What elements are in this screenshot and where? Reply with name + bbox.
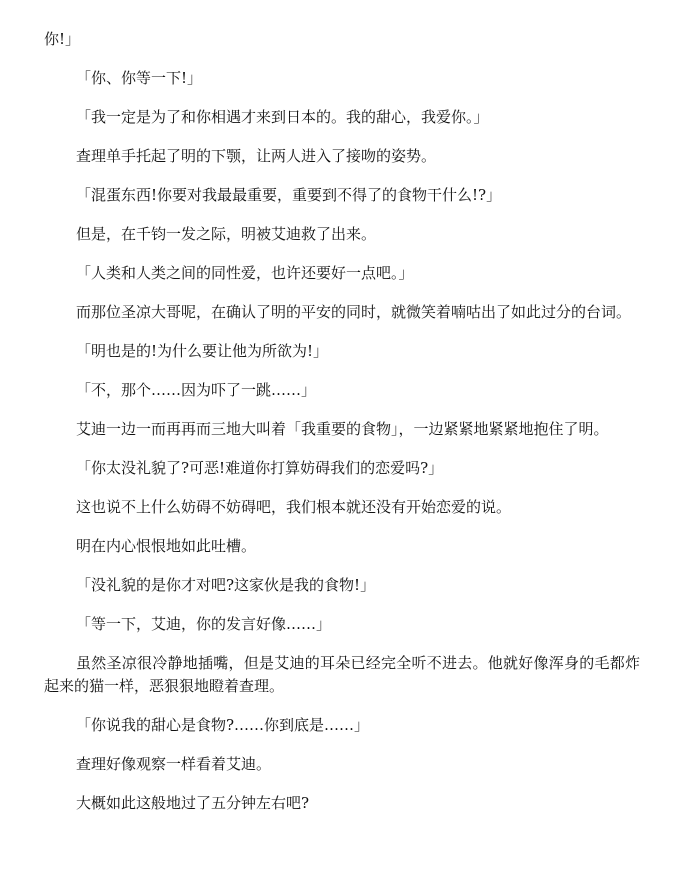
paragraph: 但是，在千钧一发之际，明被艾迪救了出来。 bbox=[76, 225, 377, 243]
paragraph: 「不，那个……因为吓了一跳……」 bbox=[76, 381, 317, 399]
paragraph: 「没礼貌的是你才对吧?这家伙是我的食物!」 bbox=[76, 576, 376, 594]
paragraph: 「你太没礼貌了?可恶!难道你打算妨碍我们的恋爱吗?」 bbox=[76, 459, 444, 477]
paragraph: 艾迪一边一而再再而三地大叫着「我重要的食物」，一边紧紧地紧紧地抱住了明。 bbox=[76, 420, 609, 438]
paragraph: 这也说不上什么妨碍不妨碍吧，我们根本就还没有开始恋爱的说。 bbox=[76, 498, 512, 516]
paragraph: 「你、你等一下!」 bbox=[76, 69, 203, 87]
paragraph: 「混蛋东西!你要对我最最重要，重要到不得了的食物干什么!?」 bbox=[76, 186, 502, 204]
paragraph: 「等一下，艾迪，你的发言好像……」 bbox=[76, 615, 332, 633]
paragraph: 查理好像观察一样看着艾迪。 bbox=[76, 755, 272, 773]
paragraph: 查理单手托起了明的下颚，让两人进入了接吻的姿势。 bbox=[76, 147, 437, 165]
paragraph: 而那位圣凉大哥呢，在确认了明的平安的同时，就微笑着喃咕出了如此过分的台词。 bbox=[76, 303, 632, 321]
paragraph: 大概如此这般地过了五分钟左右吧? bbox=[76, 794, 310, 812]
paragraph: 虽然圣凉很冷静地插嘴，但是艾迪的耳朵已经完全听不进去。他就好像浑身的毛都炸起来的猫一样，恶狠狠地瞪着查理。 bbox=[44, 654, 640, 695]
paragraph: 「你说我的甜心是食物?……你到底是……」 bbox=[76, 716, 370, 734]
paragraph: 明在内心恨恨地如此吐槽。 bbox=[76, 537, 257, 555]
paragraph: 你!」 bbox=[44, 30, 81, 48]
paragraph: 「明也是的!为什么要让他为所欲为!」 bbox=[76, 342, 329, 360]
paragraph: 「人类和人类之间的同性爱，也许还要好一点吧。」 bbox=[76, 264, 414, 282]
paragraph: 「我一定是为了和你相遇才来到日本的。我的甜心，我爱你。」 bbox=[76, 108, 489, 126]
